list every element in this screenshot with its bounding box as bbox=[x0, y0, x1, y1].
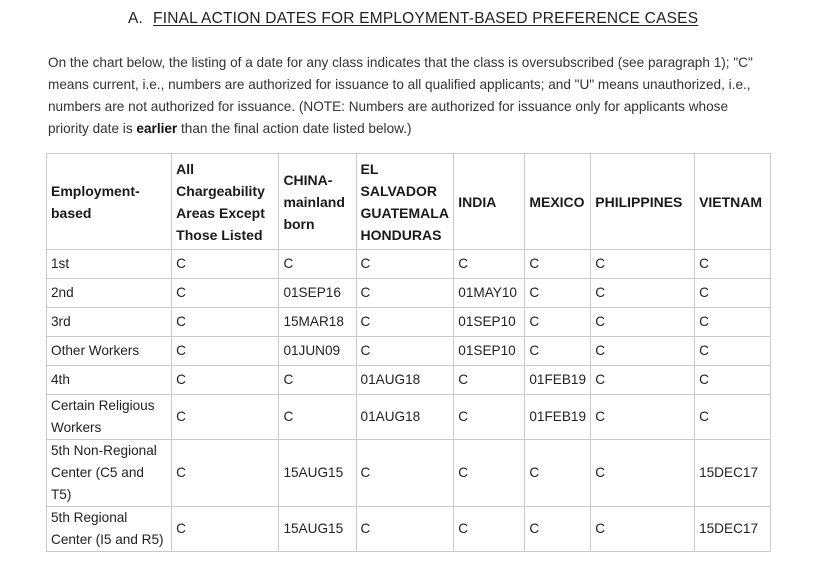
row-label: 3rd bbox=[47, 308, 172, 337]
cell-vietnam: C bbox=[695, 279, 771, 308]
cell-india: 01SEP10 bbox=[454, 337, 525, 366]
cell-all-chargeability: C bbox=[172, 337, 279, 366]
row-label: Other Workers bbox=[47, 337, 172, 366]
cell-all-chargeability: C bbox=[172, 366, 279, 395]
cell-china: C bbox=[279, 250, 356, 279]
table-row bbox=[47, 507, 771, 552]
cell-china: 15MAR18 bbox=[279, 308, 356, 337]
row-label: 4th bbox=[47, 366, 172, 395]
cell-philippines: C bbox=[591, 440, 695, 507]
table-row bbox=[47, 395, 771, 440]
section-number: A. bbox=[128, 10, 144, 27]
header-mexico: MEXICO bbox=[525, 154, 591, 250]
cell-mexico: C bbox=[525, 308, 591, 337]
cell-all-chargeability: C bbox=[172, 507, 279, 552]
cell-vietnam: 15DEC17 bbox=[695, 507, 771, 552]
cell-mexico: 01FEB19 bbox=[525, 366, 591, 395]
intro-paragraph bbox=[48, 52, 768, 140]
row-label: 5th Regional Center (I5 and R5) bbox=[47, 507, 172, 552]
cell-india: C bbox=[454, 250, 525, 279]
cell-china: 01SEP16 bbox=[279, 279, 356, 308]
cell-all-chargeability: C bbox=[172, 440, 279, 507]
cell-mexico: C bbox=[525, 337, 591, 366]
cell-philippines: C bbox=[591, 308, 695, 337]
cell-india: C bbox=[454, 507, 525, 552]
cell-el-salvador: 01AUG18 bbox=[356, 395, 454, 440]
table-row bbox=[47, 279, 771, 308]
row-label: 1st bbox=[47, 250, 172, 279]
cell-china: C bbox=[279, 395, 356, 440]
cell-philippines: C bbox=[591, 395, 695, 440]
row-label: 2nd bbox=[47, 279, 172, 308]
cell-india: C bbox=[454, 366, 525, 395]
row-label: 5th Non-Regional Center (C5 and T5) bbox=[47, 440, 172, 507]
cell-mexico: C bbox=[525, 250, 591, 279]
row-label: Certain Religious Workers bbox=[47, 395, 172, 440]
cell-el-salvador: C bbox=[356, 507, 454, 552]
cell-mexico: C bbox=[525, 507, 591, 552]
cell-mexico: C bbox=[525, 279, 591, 308]
cell-el-salvador: C bbox=[356, 440, 454, 507]
cell-philippines: C bbox=[591, 337, 695, 366]
header-el-salvador-guatemala-honduras: EL SALVADOR GUATEMALA HONDURAS bbox=[356, 154, 454, 250]
cell-mexico: C bbox=[525, 440, 591, 507]
cell-china: 15AUG15 bbox=[279, 507, 356, 552]
table-row bbox=[47, 440, 771, 507]
cell-philippines: C bbox=[591, 366, 695, 395]
header-employment-based: Employment-based bbox=[47, 154, 172, 250]
cell-india: 01SEP10 bbox=[454, 308, 525, 337]
cell-el-salvador: C bbox=[356, 279, 454, 308]
cell-el-salvador: C bbox=[356, 308, 454, 337]
final-action-dates-table bbox=[46, 153, 771, 552]
cell-india: C bbox=[454, 440, 525, 507]
cell-all-chargeability: C bbox=[172, 250, 279, 279]
table-row bbox=[47, 250, 771, 279]
cell-el-salvador: C bbox=[356, 337, 454, 366]
cell-philippines: C bbox=[591, 507, 695, 552]
cell-vietnam: C bbox=[695, 337, 771, 366]
intro-text-1: On the chart below, the listing of a date for any class indicates that the class is oversubscribed (see paragraph 1); "C" means current, i.e., numbers are authorized for issuance to all qualified applicants; and "U" means unauthorized, i.e., numbers are not authorized for issuance. (NOTE: Numbers are authorized for issuance only for applicants whose priority date is bbox=[48, 55, 753, 136]
table-header-row bbox=[47, 154, 771, 250]
cell-el-salvador: 01AUG18 bbox=[356, 366, 454, 395]
cell-all-chargeability: C bbox=[172, 308, 279, 337]
cell-vietnam: C bbox=[695, 308, 771, 337]
header-india: INDIA bbox=[454, 154, 525, 250]
cell-china: 01JUN09 bbox=[279, 337, 356, 366]
cell-india: 01MAY10 bbox=[454, 279, 525, 308]
table-row bbox=[47, 337, 771, 366]
cell-el-salvador: C bbox=[356, 250, 454, 279]
cell-vietnam: C bbox=[695, 395, 771, 440]
section-heading bbox=[128, 10, 698, 28]
cell-philippines: C bbox=[591, 279, 695, 308]
intro-text-2: than the final action date listed below.) bbox=[177, 121, 412, 136]
header-china: CHINA-mainland born bbox=[279, 154, 356, 250]
cell-all-chargeability: C bbox=[172, 279, 279, 308]
header-vietnam: VIETNAM bbox=[695, 154, 771, 250]
cell-vietnam: 15DEC17 bbox=[695, 440, 771, 507]
section-title: FINAL ACTION DATES FOR EMPLOYMENT-BASED PREFERENCE CASES bbox=[153, 10, 699, 27]
header-philippines: PHILIPPINES bbox=[591, 154, 695, 250]
cell-all-chargeability: C bbox=[172, 395, 279, 440]
table-row bbox=[47, 308, 771, 337]
cell-china: C bbox=[279, 366, 356, 395]
cell-vietnam: C bbox=[695, 250, 771, 279]
cell-india: C bbox=[454, 395, 525, 440]
cell-philippines: C bbox=[591, 250, 695, 279]
header-all-chargeability: All Chargeability Areas Except Those Listed bbox=[172, 154, 279, 250]
cell-mexico: 01FEB19 bbox=[525, 395, 591, 440]
cell-vietnam: C bbox=[695, 366, 771, 395]
cell-china: 15AUG15 bbox=[279, 440, 356, 507]
table-row bbox=[47, 366, 771, 395]
intro-emphasis: earlier bbox=[136, 121, 178, 136]
